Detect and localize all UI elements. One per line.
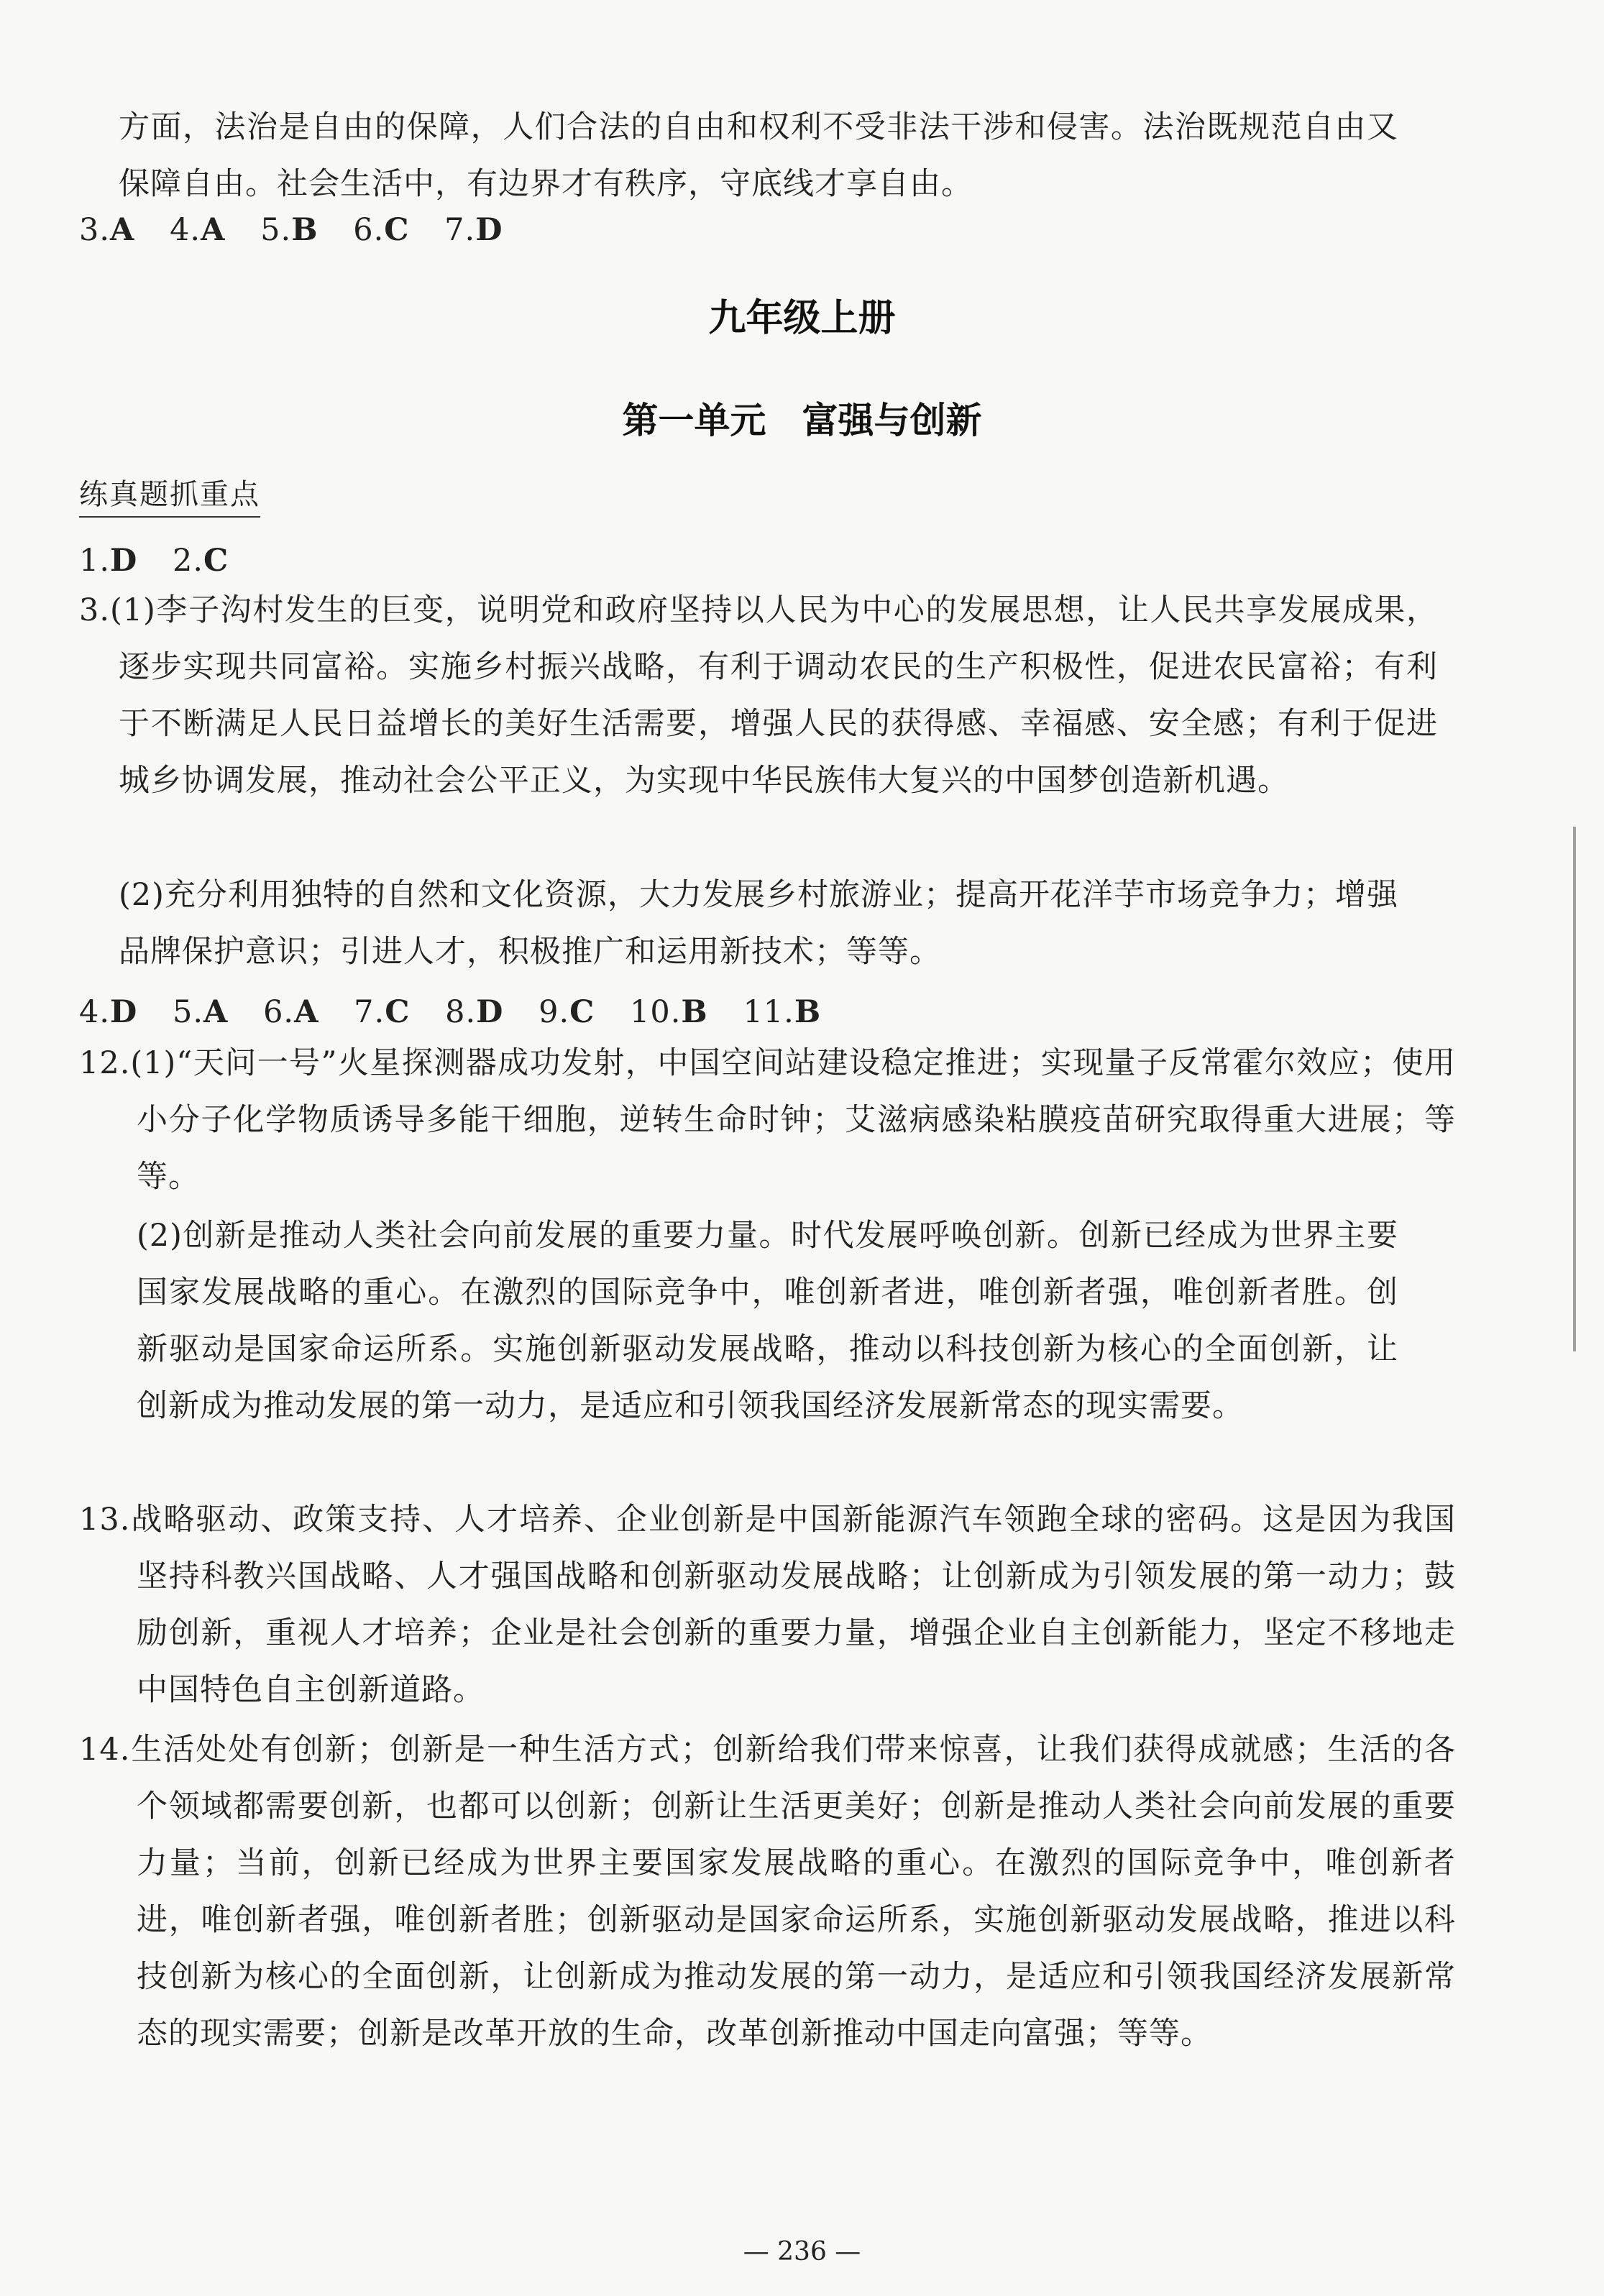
scan-margin-mark	[1573, 827, 1576, 1351]
question-3-part-2: (2)充分利用独特的自然和文化资源，大力发展乡村旅游业；提高开花洋芋市场竞争力；增强品牌保护意识；引进人才，积极推广和运用新技术；等等。	[119, 877, 1398, 970]
question-14: 14.生活处处有创新；创新是一种生活方式；创新给我们带来惊喜，让我们获得成就感；生活的各个领域都需要创新，也都可以创新；创新让生活更美好；创新是推动人类社会向前发展的重要力量；当前，创新已经成为世界主要国家发展战略的重心。在激烈的国际竞争中，唯创新者进，唯创新者强，唯创新者胜；创新驱动是国家命运所系，实施创新驱动发展战略，推进以科技创新为核心的全面创新，让创新成为推动发展的第一动力，是适应和引领我国经济发展新常态的现实需要；创新是改革开放的生命，改革创新推动中国走向富强；等等。	[79, 1732, 1456, 2052]
answer-item: 6.A	[263, 994, 319, 1030]
answer-row-intro	[79, 208, 527, 252]
answer-item: 7.D	[444, 212, 503, 248]
answer-item: 8.D	[445, 994, 504, 1030]
question-13: 13.战略驱动、政策支持、人才培养、企业创新是中国新能源汽车领跑全球的密码。这是因为我国坚持科教兴国战略、人才强国战略和创新驱动发展战略；让创新成为引领发展的第一动力；鼓励创新，重视人才培养；企业是社会创新的重要力量，增强企业自主创新能力，坚定不移地走中国特色自主创新道路。	[79, 1502, 1456, 1708]
answer-item: 11.B	[743, 994, 822, 1030]
answer-item: 1.D	[79, 543, 138, 579]
answer-item: 6.C	[353, 212, 410, 248]
answer-item: 4.A	[170, 212, 226, 248]
book-title: 九年级上册	[708, 297, 896, 340]
question-12-part-2: (2)创新是推动人类社会向前发展的重要力量。时代发展呼唤创新。创新已经成为世界主要国家发展战略的重心。在激烈的国际竞争中，唯创新者进，唯创新者强，唯创新者胜。创新驱动是国家命运所系。实施创新驱动发展战略，推动以科技创新为核心的全面创新，让创新成为推动发展的第一动力，是适应和引领我国经济发展新常态的现实需要。	[137, 1218, 1398, 1424]
answer-item: 5.A	[173, 994, 229, 1030]
answer-item: 5.B	[260, 212, 318, 248]
answer-row-1	[79, 539, 253, 582]
answer-row-2	[79, 991, 845, 1034]
answer-item: 10.B	[630, 994, 708, 1030]
answer-item: 7.C	[354, 994, 411, 1030]
answer-item: 2.C	[173, 543, 229, 579]
section-label: 练真题抓重点	[79, 474, 260, 518]
page-number: — 236 —	[743, 2237, 861, 2267]
unit-title: 第一单元 富强与创新	[622, 400, 982, 441]
intro-paragraph: 方面，法治是自由的保障，人们合法的自由和权利不受非法干涉和侵害。法治既规范自由又保障自由。社会生活中，有边界才有秩序，守底线才享自由。	[119, 109, 1398, 202]
answer-item: 9.C	[539, 994, 595, 1030]
answer-item: 4.D	[79, 994, 138, 1030]
question-3-part-1: 3.(1)李子沟村发生的巨变，说明党和政府坚持以人民为中心的发展思想，让人民共享发展成果，逐步实现共同富裕。实施乡村振兴战略，有利于调动农民的生产积极性，促进农民富裕；有利于不断满足人民日益增长的美好生活需要，增强人民的获得感、幸福感、安全感；有利于促进城乡协调发展，推动社会公平正义，为实现中华民族伟大复兴的中国梦创造新机遇。	[79, 592, 1438, 799]
answer-item: 3.A	[79, 212, 135, 248]
question-12-part-1: 12.(1)“天问一号”火星探测器成功发射，中国空间站建设稳定推进；实现量子反常霍尔效应；使用小分子化学物质诱导多能干细胞，逆转生命时钟；艾滋病感染粘膜疫苗研究取得重大进展；等等。	[79, 1045, 1456, 1195]
